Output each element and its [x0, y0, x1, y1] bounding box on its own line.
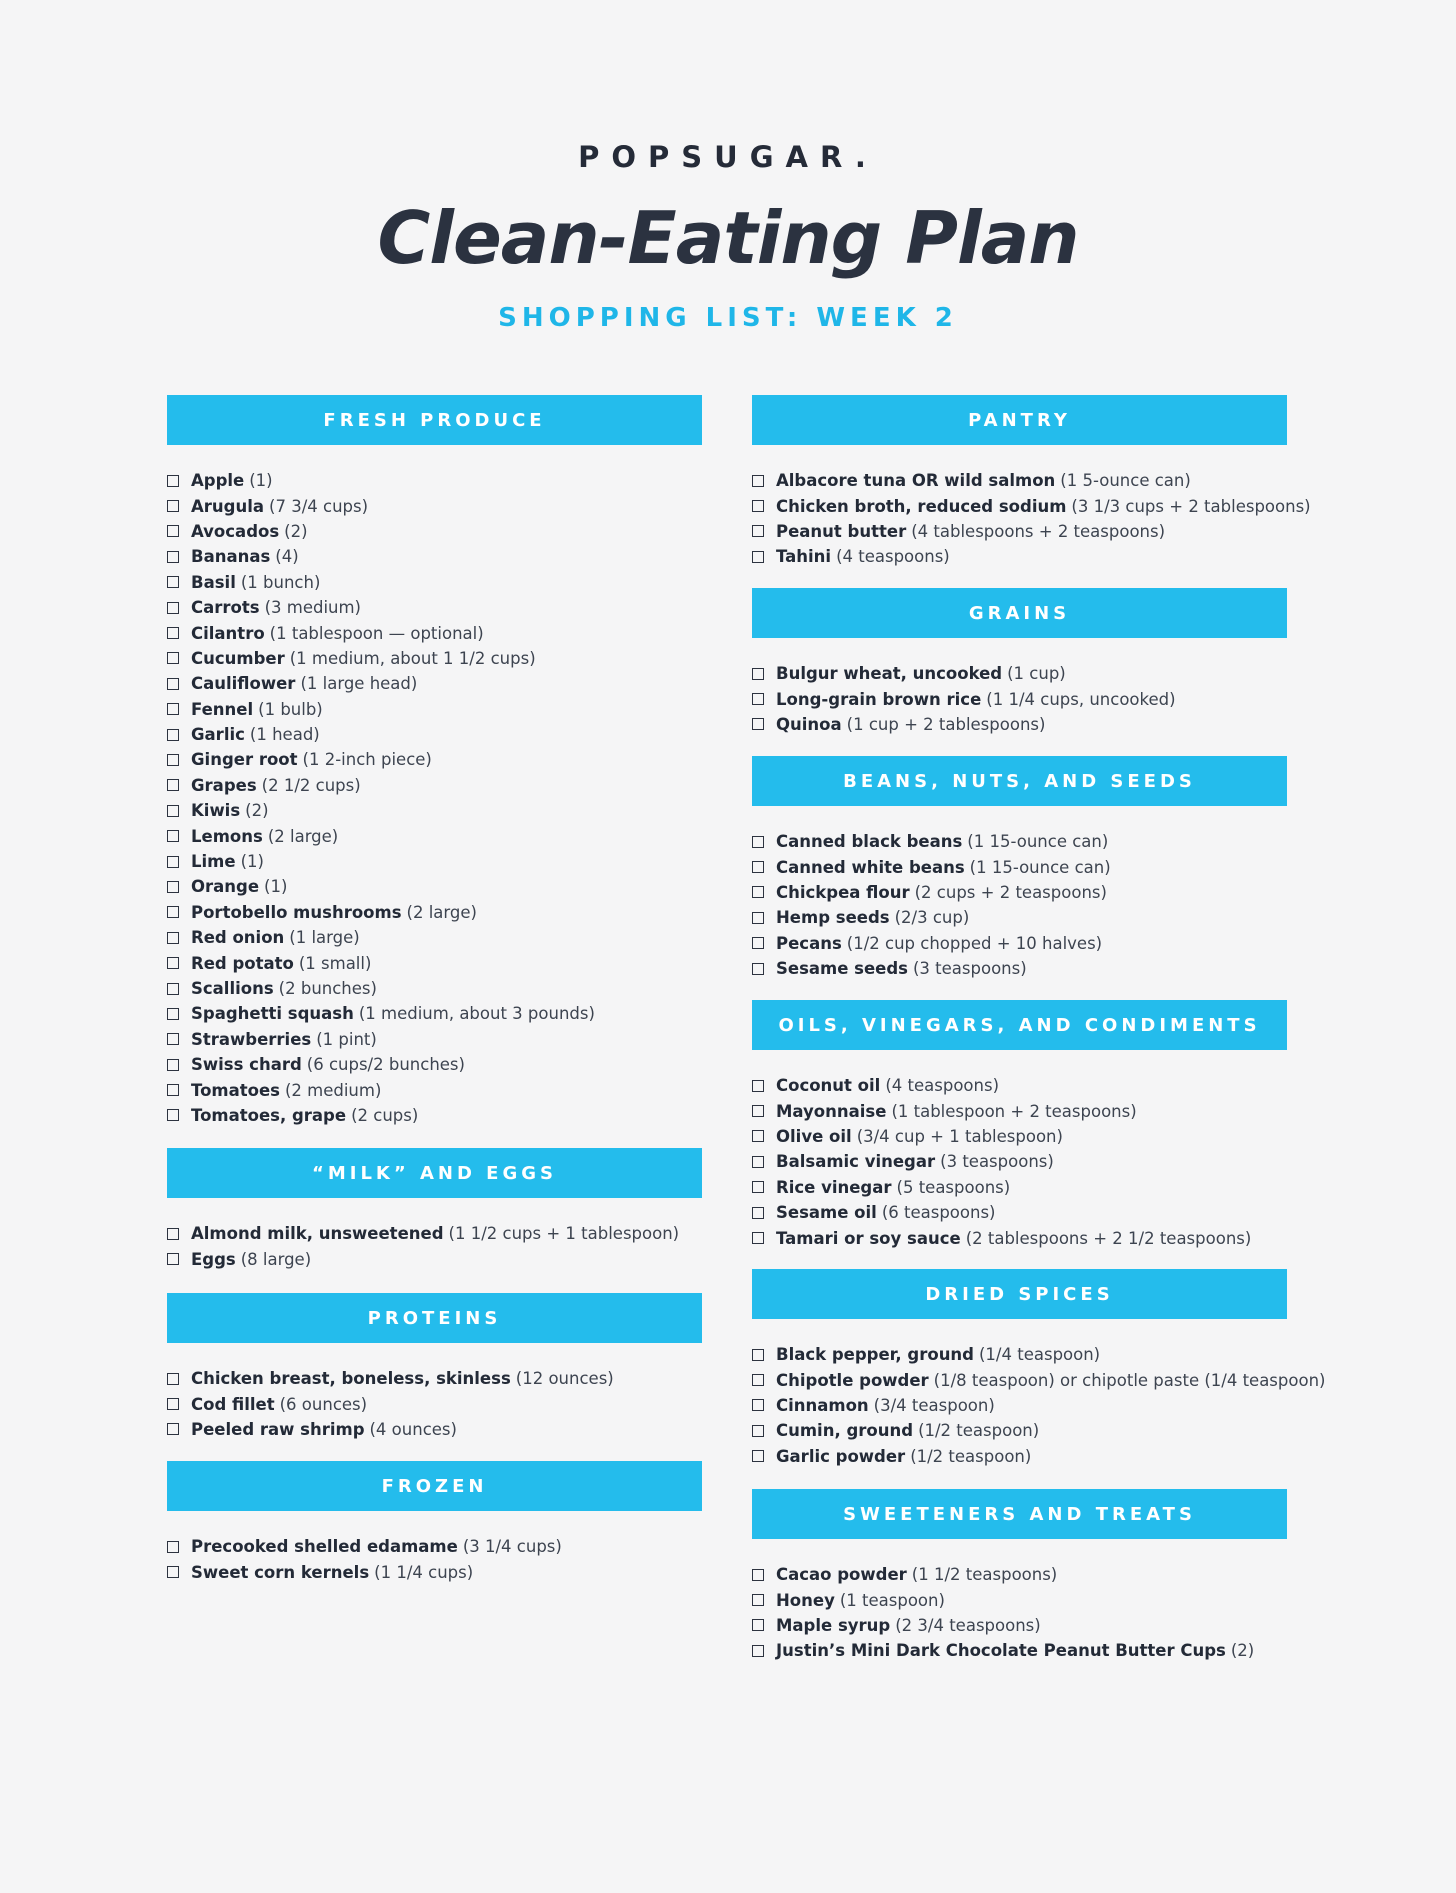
item-quantity: (1) — [264, 877, 288, 897]
checkbox-icon[interactable] — [752, 1569, 764, 1581]
item-quantity: (2) — [245, 801, 269, 821]
checkbox-icon[interactable] — [167, 830, 179, 842]
list-item — [167, 671, 702, 696]
list-item — [167, 1027, 702, 1052]
list-item — [167, 874, 702, 899]
checkbox-icon[interactable] — [167, 525, 179, 537]
item-name: Bananas — [191, 547, 271, 567]
checkbox-icon[interactable] — [167, 729, 179, 741]
list-item — [167, 976, 702, 1001]
item-name: Orange — [191, 877, 260, 897]
item-name: Cacao powder — [776, 1565, 907, 1585]
item-name: Sweet corn kernels — [191, 1562, 370, 1582]
checkbox-icon[interactable] — [167, 1059, 179, 1071]
item-quantity: (1 tablespoon — optional) — [269, 623, 484, 643]
checkbox-icon[interactable] — [752, 1080, 764, 1092]
item-name: Carrots — [191, 598, 260, 618]
item-quantity: (2/3 cup) — [894, 908, 970, 928]
item-quantity: (1 cup + 2 tablespoons) — [846, 714, 1046, 734]
item-name: Maple syrup — [776, 1615, 891, 1635]
checkbox-icon[interactable] — [167, 1541, 179, 1553]
item-list — [167, 1511, 702, 1585]
item-name: Cilantro — [191, 623, 265, 643]
checkbox-icon[interactable] — [167, 881, 179, 893]
list-item — [167, 570, 702, 595]
item-list — [752, 806, 1287, 981]
checkbox-icon[interactable] — [752, 1232, 764, 1244]
item-quantity: (2 bunches) — [278, 979, 377, 998]
section-heading: FRESH PRODUCE — [167, 395, 702, 445]
item-quantity: (2) — [284, 521, 308, 541]
item-quantity: (12 ounces) — [515, 1369, 614, 1389]
section-heading: GRAINS — [752, 588, 1287, 638]
checkbox-icon[interactable] — [167, 932, 179, 944]
section-heading: DRIED SPICES — [752, 1269, 1287, 1319]
checkbox-icon[interactable] — [752, 1374, 764, 1386]
checkbox-icon[interactable] — [167, 475, 179, 487]
item-name: Long-grain brown rice — [776, 689, 982, 709]
item-name: Tomatoes, grape — [191, 1105, 347, 1125]
item-name: Rice vinegar — [776, 1177, 892, 1197]
checkbox-icon[interactable] — [167, 678, 179, 690]
checkbox-icon[interactable] — [752, 1645, 764, 1657]
item-quantity: (2 3/4 teaspoons) — [895, 1615, 1041, 1635]
item-quantity: (1 tablespoon + 2 teaspoons) — [891, 1101, 1137, 1121]
item-name: Chipotle powder — [776, 1370, 929, 1390]
item-name: Black pepper, ground — [776, 1345, 974, 1365]
item-name: Peanut butter — [776, 521, 907, 541]
list-item — [752, 1098, 1287, 1123]
checkbox-icon[interactable] — [167, 1253, 179, 1265]
item-quantity: (3/4 teaspoon) — [873, 1395, 995, 1415]
list-item — [167, 798, 702, 823]
item-quantity: (2 cups) — [351, 1105, 419, 1125]
item-quantity: (1 large head) — [300, 674, 418, 694]
item-name: Red onion — [191, 928, 285, 948]
list-item — [752, 1225, 1287, 1250]
checkbox-icon[interactable] — [752, 1105, 764, 1117]
list-item — [752, 1149, 1287, 1174]
section-milk-and-eggs — [167, 1148, 702, 1272]
section-heading: PROTEINS — [167, 1293, 702, 1343]
item-name: Justin’s Mini Dark Chocolate Peanut Butter Cups — [776, 1641, 1226, 1661]
list-item — [167, 849, 702, 874]
item-quantity: (1 large) — [289, 928, 360, 948]
section-heading: FROZEN — [167, 1461, 702, 1511]
checkbox-icon[interactable] — [167, 1084, 179, 1096]
item-list — [752, 445, 1311, 570]
section-dried-spices — [752, 1269, 1326, 1469]
item-name: Lime — [191, 852, 236, 872]
section-proteins — [167, 1293, 702, 1442]
item-quantity: (8 large) — [240, 1249, 312, 1269]
item-list — [167, 1343, 702, 1442]
item-quantity: (1 small) — [298, 953, 372, 973]
item-quantity: (1 1/4 cups, uncooked) — [986, 689, 1176, 709]
item-quantity: (4 teaspoons) — [836, 547, 950, 567]
item-quantity: (2 large) — [406, 902, 477, 922]
item-quantity: (2 1/2 cups) — [261, 775, 361, 795]
list-item — [167, 1103, 702, 1128]
checkbox-icon[interactable] — [752, 718, 764, 730]
item-quantity: (2 medium) — [284, 1080, 382, 1100]
item-quantity: (1/8 teaspoon) or chipotle paste (1/4 teaspoon) — [933, 1370, 1326, 1390]
list-item — [167, 925, 702, 950]
item-quantity: (1 bunch) — [240, 572, 321, 592]
checkbox-icon[interactable] — [752, 1130, 764, 1142]
item-quantity: (6 cups/2 bunches) — [306, 1055, 465, 1075]
item-quantity: (4) — [275, 547, 299, 567]
page-title: Clean-Eating Plan — [377, 196, 1079, 280]
item-name: Grapes — [191, 775, 257, 795]
item-name: Canned black beans — [776, 832, 963, 852]
item-name: Portobello mushrooms — [191, 902, 402, 922]
item-name: Hemp seeds — [776, 908, 890, 928]
item-name: Almond milk, unsweetened — [191, 1224, 444, 1244]
item-quantity: (1 medium, about 1 1/2 cups) — [289, 648, 536, 668]
list-item — [167, 900, 702, 925]
item-name: Canned white beans — [776, 857, 965, 877]
list-item — [752, 905, 1287, 930]
checkbox-icon[interactable] — [167, 779, 179, 791]
item-name: Honey — [776, 1590, 835, 1610]
list-item — [752, 519, 1287, 544]
section-frozen — [167, 1461, 702, 1585]
item-name: Tamari or soy sauce — [776, 1228, 961, 1248]
list-item — [167, 544, 702, 569]
checkbox-icon[interactable] — [752, 1349, 764, 1361]
checkbox-icon[interactable] — [167, 500, 179, 512]
item-quantity: (1) — [240, 852, 264, 872]
section-heading: OILS, VINEGARS, AND CONDIMENTS — [752, 1000, 1287, 1050]
list-item — [167, 1391, 702, 1416]
list-item — [167, 519, 702, 544]
checkbox-icon[interactable] — [167, 805, 179, 817]
list-item — [752, 1418, 1287, 1443]
item-quantity: (1 1/2 cups + 1 tablespoon) — [448, 1224, 680, 1244]
checkbox-icon[interactable] — [752, 525, 764, 537]
checkbox-icon[interactable] — [752, 937, 764, 949]
list-item — [167, 697, 702, 722]
checkbox-icon[interactable] — [167, 1228, 179, 1240]
list-item — [752, 544, 1287, 569]
item-quantity: (3 teaspoons) — [913, 959, 1027, 979]
list-item — [167, 722, 702, 747]
list-item — [167, 1246, 702, 1271]
section-sweeteners-and-treats — [752, 1489, 1287, 1664]
item-name: Scallions — [191, 979, 274, 998]
item-quantity: (1 1/4 cups) — [374, 1562, 474, 1582]
item-name: Coconut oil — [776, 1076, 881, 1096]
list-item — [167, 1221, 702, 1246]
checkbox-icon[interactable] — [752, 668, 764, 680]
item-quantity: (1 5-ounce can) — [1060, 471, 1191, 491]
checkbox-icon[interactable] — [167, 906, 179, 918]
item-quantity: (3 medium) — [264, 598, 361, 618]
item-quantity: (2 tablespoons + 2 1/2 teaspoons) — [965, 1228, 1252, 1248]
item-list — [752, 1319, 1326, 1469]
checkbox-icon[interactable] — [167, 856, 179, 868]
checkbox-icon[interactable] — [167, 1109, 179, 1121]
item-quantity: (1 cup) — [1007, 664, 1066, 684]
checkbox-icon[interactable] — [752, 1619, 764, 1631]
checkbox-icon[interactable] — [752, 475, 764, 487]
item-quantity: (3 1/4 cups) — [462, 1537, 562, 1557]
list-item — [752, 1073, 1287, 1098]
list-item — [167, 1534, 702, 1559]
item-name: Tahini — [776, 547, 832, 567]
item-name: Avocados — [191, 521, 280, 541]
item-name: Tomatoes — [191, 1080, 280, 1100]
item-name: Kiwis — [191, 801, 241, 821]
list-item — [167, 773, 702, 798]
checkbox-icon[interactable] — [167, 957, 179, 969]
checkbox-icon[interactable] — [167, 602, 179, 614]
item-name: Chickpea flour — [776, 882, 910, 902]
checkbox-icon[interactable] — [752, 836, 764, 848]
item-list — [752, 1050, 1287, 1251]
item-name: Swiss chard — [191, 1055, 302, 1075]
item-name: Cumin, ground — [776, 1421, 914, 1441]
item-quantity: (1 bulb) — [258, 699, 323, 719]
page-subtitle: SHOPPING LIST: WEEK 2 — [498, 303, 958, 333]
list-item — [752, 661, 1287, 686]
item-quantity: (1 head) — [249, 725, 320, 745]
checkbox-icon[interactable] — [752, 861, 764, 873]
item-quantity: (1/2 teaspoon) — [910, 1446, 1032, 1466]
checkbox-icon[interactable] — [752, 963, 764, 975]
section-oils-vinegars-and-condiments — [752, 1000, 1287, 1251]
section-beans-nuts-and-seeds — [752, 756, 1287, 981]
list-item — [752, 880, 1287, 905]
brand-logo: POPSUGAR. — [578, 140, 878, 174]
list-item — [752, 931, 1287, 956]
checkbox-icon[interactable] — [167, 576, 179, 588]
checkbox-icon[interactable] — [167, 551, 179, 563]
item-name: Precooked shelled edamame — [191, 1537, 458, 1557]
item-quantity: (1 teaspoon) — [839, 1590, 945, 1610]
list-item — [752, 468, 1287, 493]
list-item — [167, 620, 702, 645]
list-item — [752, 1638, 1287, 1663]
item-name: Quinoa — [776, 714, 842, 734]
checkbox-icon[interactable] — [167, 1566, 179, 1578]
item-list — [752, 638, 1287, 737]
checkbox-icon[interactable] — [167, 1423, 179, 1435]
item-name: Fennel — [191, 699, 254, 719]
list-item — [167, 823, 702, 848]
item-name: Pecans — [776, 933, 842, 953]
section-heading: SWEETENERS AND TREATS — [752, 1489, 1287, 1539]
list-item — [752, 956, 1287, 981]
item-name: Bulgur wheat, uncooked — [776, 664, 1003, 684]
item-name: Sesame seeds — [776, 959, 908, 979]
item-name: Cod fillet — [191, 1394, 275, 1414]
checkbox-icon[interactable] — [167, 1398, 179, 1410]
list-item — [752, 854, 1287, 879]
list-item — [167, 1077, 702, 1102]
list-item — [752, 1200, 1287, 1225]
item-quantity: (5 teaspoons) — [896, 1177, 1011, 1197]
checkbox-icon[interactable] — [752, 912, 764, 924]
item-quantity: (1/4 teaspoon) — [979, 1345, 1101, 1365]
item-name: Garlic — [191, 725, 245, 745]
item-quantity: (4 teaspoons) — [885, 1076, 1000, 1096]
item-name: Apple — [191, 471, 245, 491]
item-name: Peeled raw shrimp — [191, 1419, 365, 1439]
item-quantity: (2 cups + 2 teaspoons) — [914, 882, 1107, 902]
item-name: Strawberries — [191, 1029, 312, 1049]
list-item — [167, 493, 702, 518]
item-name: Albacore tuna OR wild salmon — [776, 471, 1056, 491]
list-item — [752, 1367, 1326, 1392]
list-item — [167, 1417, 702, 1442]
item-quantity: (1 medium, about 3 pounds) — [358, 1004, 595, 1024]
list-item — [752, 1124, 1287, 1149]
checkbox-icon[interactable] — [167, 983, 179, 995]
item-quantity: (4 ounces) — [369, 1419, 457, 1439]
item-quantity: (7 3/4 cups) — [269, 496, 369, 516]
list-item — [167, 1052, 702, 1077]
checkbox-icon[interactable] — [752, 551, 764, 563]
item-name: Arugula — [191, 496, 265, 516]
section-heading: PANTRY — [752, 395, 1287, 445]
checkbox-icon[interactable] — [752, 1207, 764, 1219]
item-quantity: (1 1/2 teaspoons) — [911, 1565, 1058, 1585]
item-name: Olive oil — [776, 1126, 852, 1146]
section-pantry — [752, 395, 1311, 570]
list-item — [752, 493, 1311, 518]
checkbox-icon[interactable] — [752, 1156, 764, 1168]
item-quantity: (1 2-inch piece) — [302, 750, 432, 770]
checkbox-icon[interactable] — [167, 652, 179, 664]
item-quantity: (1/2 teaspoon) — [918, 1421, 1040, 1441]
list-item — [167, 1001, 702, 1026]
checkbox-icon[interactable] — [752, 693, 764, 705]
item-quantity: (1 pint) — [316, 1029, 377, 1049]
section-heading: “MILK” AND EGGS — [167, 1148, 702, 1198]
item-list — [167, 445, 702, 1128]
checkbox-icon[interactable] — [752, 1450, 764, 1462]
list-item — [752, 1175, 1287, 1200]
list-item — [167, 747, 702, 772]
item-quantity: (3 teaspoons) — [940, 1152, 1054, 1172]
checkbox-icon[interactable] — [752, 886, 764, 898]
item-name: Ginger root — [191, 750, 298, 770]
item-quantity: (3/4 cup + 1 tablespoon) — [856, 1126, 1063, 1146]
item-list — [752, 1539, 1287, 1664]
item-quantity: (1 15-ounce can) — [969, 857, 1111, 877]
checkbox-icon[interactable] — [167, 754, 179, 766]
list-item — [167, 1366, 702, 1391]
section-heading: BEANS, NUTS, AND SEEDS — [752, 756, 1287, 806]
item-name: Cucumber — [191, 648, 285, 668]
item-name: Mayonnaise — [776, 1101, 887, 1121]
checkbox-icon[interactable] — [752, 1425, 764, 1437]
item-name: Chicken breast, boneless, skinless — [191, 1369, 511, 1389]
item-quantity: (1/2 cup chopped + 10 halves) — [846, 933, 1103, 953]
checkbox-icon[interactable] — [167, 703, 179, 715]
list-item — [167, 1559, 702, 1584]
checkbox-icon[interactable] — [167, 1033, 179, 1045]
item-quantity: (1) — [249, 471, 273, 491]
item-name: Garlic powder — [776, 1446, 906, 1466]
item-quantity: (3 1/3 cups + 2 tablespoons) — [1071, 496, 1311, 516]
item-name: Lemons — [191, 826, 263, 846]
checkbox-icon[interactable] — [167, 1008, 179, 1020]
section-fresh-produce — [167, 395, 702, 1128]
item-list — [167, 1198, 702, 1272]
checkbox-icon[interactable] — [752, 1181, 764, 1193]
item-name: Red potato — [191, 953, 294, 973]
item-quantity: (6 teaspoons) — [881, 1203, 996, 1223]
list-item — [752, 1587, 1287, 1612]
list-item — [752, 686, 1287, 711]
item-name: Chicken broth, reduced sodium — [776, 496, 1067, 516]
list-item — [752, 829, 1287, 854]
checkbox-icon[interactable] — [167, 1373, 179, 1385]
item-quantity: (6 ounces) — [279, 1394, 368, 1414]
item-quantity: (1 15-ounce can) — [967, 832, 1109, 852]
list-item — [167, 646, 702, 671]
list-item — [752, 1342, 1287, 1367]
list-item — [752, 712, 1287, 737]
list-item — [167, 950, 702, 975]
item-quantity: (2) — [1230, 1641, 1255, 1661]
item-name: Basil — [191, 572, 236, 592]
item-name: Eggs — [191, 1249, 236, 1269]
section-grains — [752, 588, 1287, 737]
list-item — [752, 1613, 1287, 1638]
item-name: Sesame oil — [776, 1203, 877, 1223]
list-item — [752, 1444, 1287, 1469]
checkbox-icon[interactable] — [752, 500, 764, 512]
checkbox-icon[interactable] — [752, 1399, 764, 1411]
checkbox-icon[interactable] — [167, 627, 179, 639]
list-item — [752, 1562, 1287, 1587]
item-quantity: (2 large) — [267, 826, 339, 846]
item-name: Cauliflower — [191, 674, 296, 694]
item-name: Spaghetti squash — [191, 1004, 354, 1024]
item-quantity: (4 tablespoons + 2 teaspoons) — [911, 521, 1166, 541]
list-item — [167, 468, 702, 493]
item-name: Balsamic vinegar — [776, 1152, 936, 1172]
item-name: Cinnamon — [776, 1395, 869, 1415]
checkbox-icon[interactable] — [752, 1594, 764, 1606]
list-item — [752, 1393, 1287, 1418]
list-item — [167, 595, 702, 620]
